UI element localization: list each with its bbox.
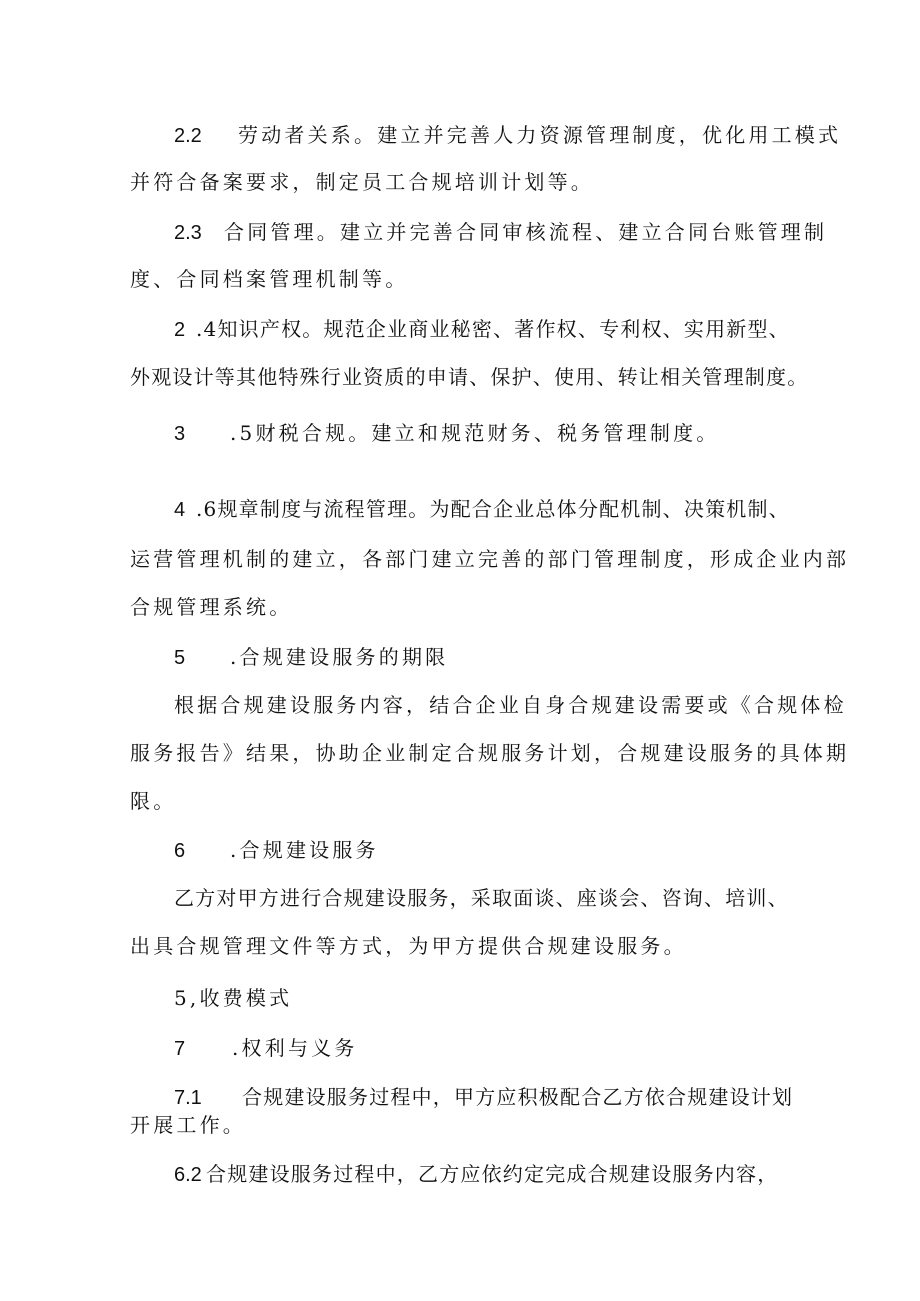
- paragraph-line: [174, 317, 790, 342]
- line-text: .合规建设服务的期限: [230, 645, 449, 669]
- line-text: .权利与义务: [232, 1036, 358, 1060]
- paragraph-line: [174, 220, 827, 245]
- line-text: 服务报告》结果，协助企业制定合规服务计划，合规建设服务的具体期: [130, 741, 850, 765]
- line-text: 根据合规建设服务内容，结合企业自身合规建设需要或《合规体检: [174, 693, 847, 717]
- line-text: 合同管理。建立并完善合同审核流程、建立合同台账管理制: [224, 220, 828, 244]
- line-text: 外观设计等其他特殊行业资质的申请、保护、使用、转让相关管理制度。: [130, 365, 809, 389]
- section-number: 3: [174, 423, 186, 445]
- line-text: 度、合同档案管理机制等。: [130, 267, 409, 291]
- line-text: .6规章制度与流程管理。为配合企业总体分配机制、决策机制、: [196, 497, 790, 521]
- section-number: 7: [174, 1038, 186, 1060]
- paragraph-line: [174, 421, 719, 446]
- line-text: .4知识产权。规范企业商业秘密、著作权、专利权、实用新型、: [196, 317, 790, 341]
- section-number: 2: [174, 319, 186, 341]
- line-text: 运营管理机制的建立，各部门建立完善的部门管理制度，形成企业内部: [130, 547, 850, 571]
- paragraph-line: [174, 1085, 793, 1110]
- section-number: 4: [174, 499, 186, 521]
- line-text: 合规建设服务过程中，甲方应积极配合乙方依合规建设计划: [242, 1085, 794, 1109]
- line-text: .5财税合规。建立和规范财务、税务管理制度。: [230, 421, 720, 445]
- line-text: 合规管理系统。: [130, 595, 293, 619]
- line-text: 出具合规管理文件等方式，为甲方提供合规建设服务。: [130, 934, 687, 958]
- section-number: 7.1: [174, 1087, 202, 1109]
- heading-line: [174, 645, 448, 670]
- paragraph-line: [174, 693, 847, 717]
- line-text: 开展工作。: [130, 1113, 246, 1137]
- section-number: 6: [174, 840, 186, 862]
- paragraph-line: [130, 267, 408, 291]
- paragraph-line: [174, 497, 790, 522]
- line-text: 并符合备案要求，制定员工合规培训计划等。: [130, 170, 594, 194]
- heading-line: [174, 1036, 358, 1061]
- line-text: 乙方对甲方进行合规建设服务，采取面谈、座谈会、咨询、培训、: [174, 886, 789, 910]
- paragraph-line: [130, 595, 292, 619]
- section-number: 5: [174, 647, 186, 669]
- line-text: 劳动者关系。建立并完善人力资源管理制度，优化用工模式: [238, 123, 842, 147]
- paragraph-line: [130, 741, 849, 765]
- heading-line: [174, 986, 292, 1010]
- paragraph-line: [130, 365, 808, 389]
- line-text: 限。: [130, 789, 177, 813]
- paragraph-line: [130, 934, 687, 958]
- paragraph-line: [174, 886, 789, 910]
- paragraph-line: [130, 547, 849, 571]
- line-text: 5,收费模式: [174, 986, 293, 1010]
- paragraph-line: [130, 789, 176, 813]
- line-text: .合规建设服务: [230, 838, 379, 862]
- section-number: 2.3: [174, 222, 202, 244]
- section-number: 6.2: [174, 1164, 202, 1186]
- paragraph-line: [174, 1162, 778, 1187]
- paragraph-line: [174, 123, 841, 148]
- heading-line: [174, 838, 379, 863]
- paragraph-line: [130, 1113, 246, 1137]
- section-number: 2.2: [174, 125, 202, 147]
- paragraph-line: [130, 170, 594, 194]
- line-text: 合规建设服务过程中，乙方应依约定完成合规建设服务内容，: [206, 1162, 779, 1186]
